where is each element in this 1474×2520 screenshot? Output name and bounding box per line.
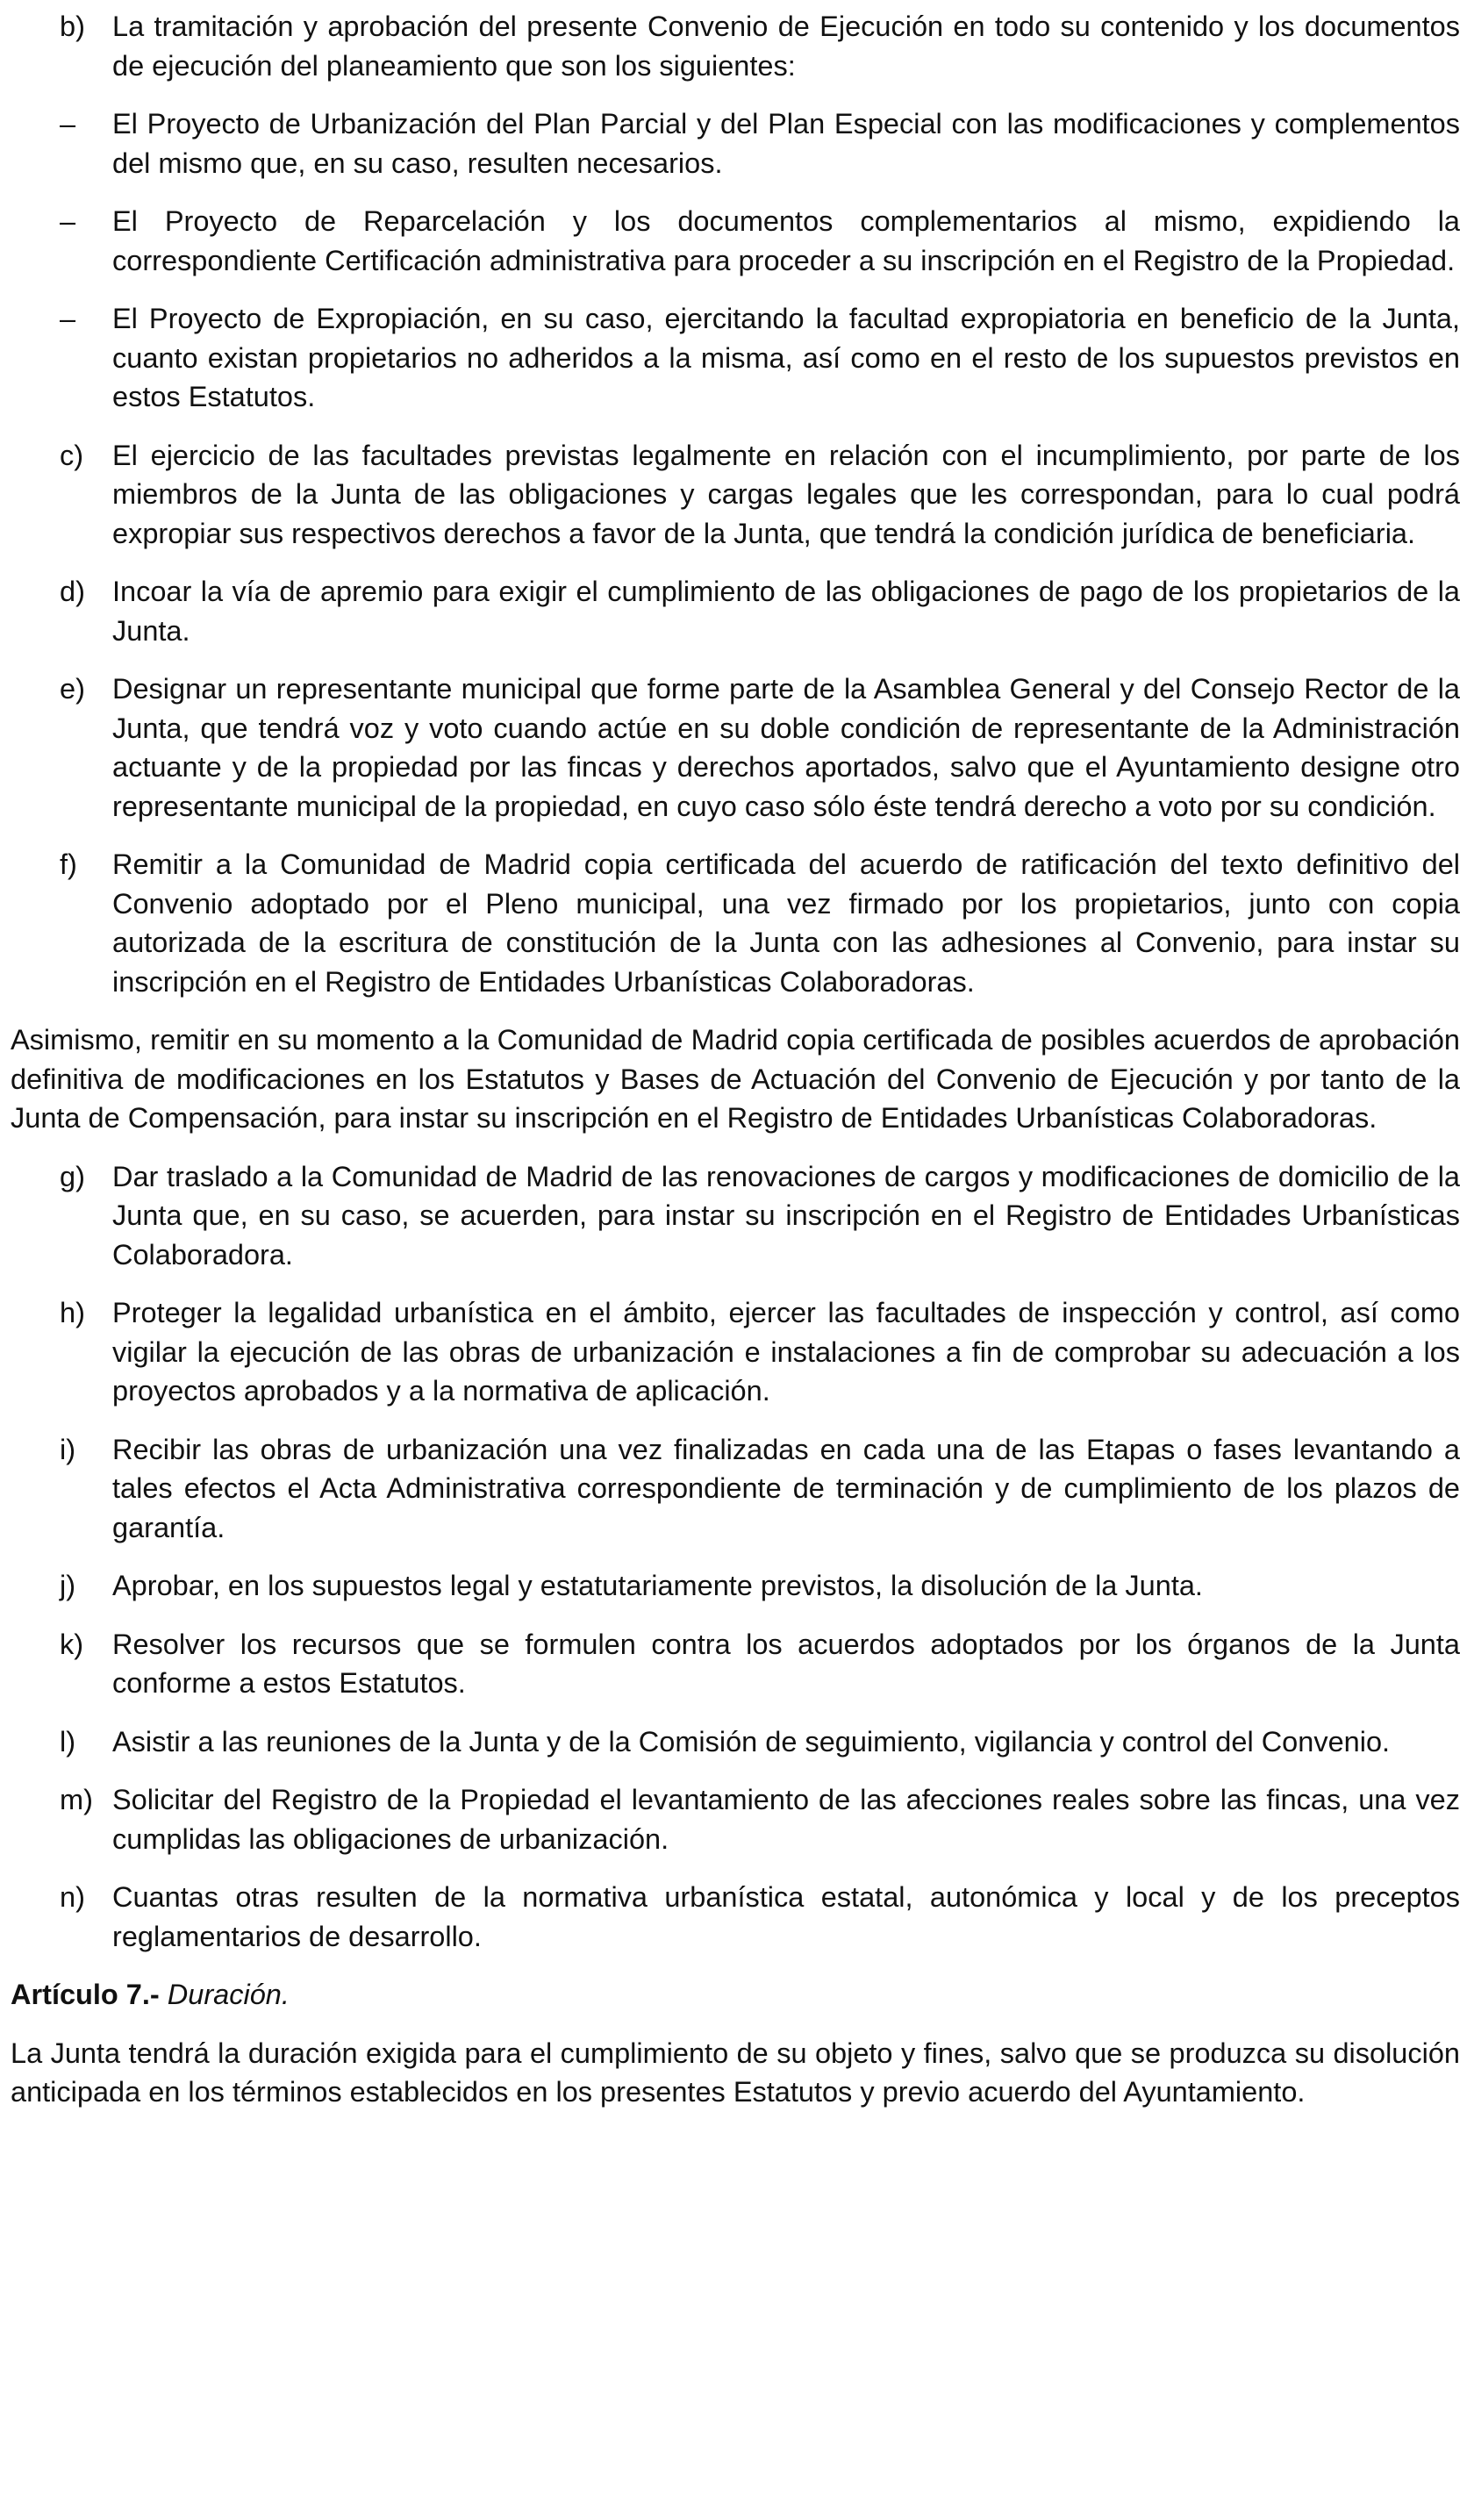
article-label: Artículo 7.- [11, 1979, 160, 2010]
list-item-text: El Proyecto de Expropiación, en su caso, ejercitando la facultad expropiatoria en beneficio de la Junta, cuanto existan propietarios no adheridos a la misma, así como en el resto de los supuestos previstos en estos Estatutos. [112, 303, 1460, 412]
list-item-text: El Proyecto de Urbanización del Plan Parcial y del Plan Especial con las modificaciones y complementos del mismo que, en su caso, resulten necesarios. [112, 108, 1460, 179]
list-item-f [11, 845, 1460, 1001]
list-marker: n) [60, 1881, 85, 1913]
list-item-text: Aprobar, en los supuestos legal y estatutariamente previstos, la disolución de la Junta. [112, 1570, 1203, 1601]
list-marker: b) [60, 11, 85, 42]
article-title: Duración. [167, 1979, 290, 2010]
list-marker: g) [60, 1160, 85, 1192]
list-marker: – [60, 108, 76, 140]
list-item-text: Cuantas otras resulten de la normativa urbanística estatal, autonómica y local y de los preceptos reglamentarios de desarrollo. [112, 1881, 1460, 1952]
article-heading [11, 1975, 1460, 2015]
list-item-g [11, 1157, 1460, 1275]
list-item-c [11, 436, 1460, 554]
list-item-h [11, 1293, 1460, 1411]
list-item-j [11, 1566, 1460, 1606]
list-item-dash-reparcelacion [11, 202, 1460, 280]
list-marker: e) [60, 673, 85, 705]
list-item-text: Solicitar del Registro de la Propiedad el levantamiento de las afecciones reales sobre las fincas, una vez cumplidas las obligaciones de urbanización. [112, 1784, 1460, 1855]
list-marker: j) [60, 1570, 76, 1601]
list-marker: – [60, 303, 76, 334]
list-item-i [11, 1430, 1460, 1548]
list-marker: m) [60, 1784, 93, 1815]
list-item-text: El Proyecto de Reparcelación y los documentos complementarios al mismo, expidiendo la correspondiente Certificación administrativa para proceder a su inscripción en el Registro de la Propiedad. [112, 205, 1460, 276]
list-item-text: Recibir las obras de urbanización una vez finalizadas en cada una de las Etapas o fases levantando a tales efectos el Acta Administrativa correspondiente de terminación y de cumplimiento de los plazos de garantía. [112, 1433, 1460, 1543]
list-item-n [11, 1878, 1460, 1956]
list-item-text: Remitir a la Comunidad de Madrid copia certificada del acuerdo de ratificación del texto definitivo del Convenio adoptado por el Pleno municipal, una vez firmado por los propietarios, junto con copia autorizada de la escritura de constitución de la Junta con las adhesiones al Convenio, para instar su inscripción en el Registro de Entidades Urbanísticas Colaboradoras. [112, 848, 1460, 998]
list-item-text: Designar un representante municipal que forme parte de la Asamblea General y del Consejo Rector de la Junta, que tendrá voz y voto cuando actúe en su doble condición de representante de la Administración actuante y de la propiedad por las fincas y derechos aportados, salvo que el Ayuntamiento designe otro representante municipal de la propiedad, en cuyo caso sólo éste tendrá derecho a voto por su condición. [112, 673, 1460, 822]
list-marker: k) [60, 1628, 84, 1660]
list-item-text: Proteger la legalidad urbanística en el ámbito, ejercer las facultades de inspección y control, así como vigilar la ejecución de las obras de urbanización e instalaciones a fin de comprobar su adecuación a los proyectos aprobados y a la normativa de aplicación. [112, 1297, 1460, 1407]
list-item-m [11, 1780, 1460, 1858]
list-item-text: La tramitación y aprobación del presente Convenio de Ejecución en todo su contenido y los documentos de ejecución del planeamiento que son los siguientes: [112, 11, 1460, 82]
list-marker: h) [60, 1297, 85, 1328]
list-item-text: Incoar la vía de apremio para exigir el cumplimiento de las obligaciones de pago de los propietarios de la Junta. [112, 576, 1460, 647]
list-item-d [11, 572, 1460, 650]
list-item-b [11, 7, 1460, 85]
list-item-text: Resolver los recursos que se formulen contra los acuerdos adoptados por los órganos de la Junta conforme a estos Estatutos. [112, 1628, 1460, 1699]
list-marker: – [60, 205, 76, 237]
list-marker: l) [60, 1725, 76, 1758]
list-marker: f) [60, 848, 77, 880]
paragraph-asimismo: Asimismo, remitir en su momento a la Comunidad de Madrid copia certificada de posibles acuerdos de aprobación definitiva de modificaciones en los Estatutos y Bases de Actuación del Convenio de Ejecución y por tanto de la Junta de Compensación, para instar su inscripción en el Registro de Entidades Urbanísticas Colaboradoras. [11, 1024, 1460, 1134]
list-marker: c) [60, 439, 84, 471]
list-item-l [11, 1722, 1460, 1762]
list-item-e [11, 669, 1460, 826]
list-marker: d) [60, 576, 85, 607]
paragraph-duracion: La Junta tendrá la duración exigida para el cumplimiento de su objeto y fines, salvo que se produzca su disolución anticipada en los términos establecidos en los presentes Estatutos y previo acuerdo del Ayuntamiento. [11, 2037, 1460, 2108]
list-item-text: Dar traslado a la Comunidad de Madrid de las renovaciones de cargos y modificaciones de domicilio de la Junta que, en su caso, se acuerden, para instar su inscripción en el Registro de Entidades Urbanísticas Colaboradora. [112, 1160, 1460, 1271]
list-item-k [11, 1625, 1460, 1703]
list-item-text: El ejercicio de las facultades previstas legalmente en relación con el incumplimiento, por parte de los miembros de la Junta de las obligaciones y cargas legales que les correspondan, para lo cual podrá expropiar sus respectivos derechos a favor de la Junta, que tendrá la condición jurídica de beneficiaria. [112, 439, 1460, 549]
list-item-dash-urbanizacion [11, 104, 1460, 183]
list-marker: i) [60, 1433, 76, 1465]
list-item-dash-expropiacion [11, 299, 1460, 417]
document-page [11, 7, 1460, 2131]
list-item-text: Asistir a las reuniones de la Junta y de la Comisión de seguimiento, vigilancia y control del Convenio. [112, 1725, 1391, 1758]
